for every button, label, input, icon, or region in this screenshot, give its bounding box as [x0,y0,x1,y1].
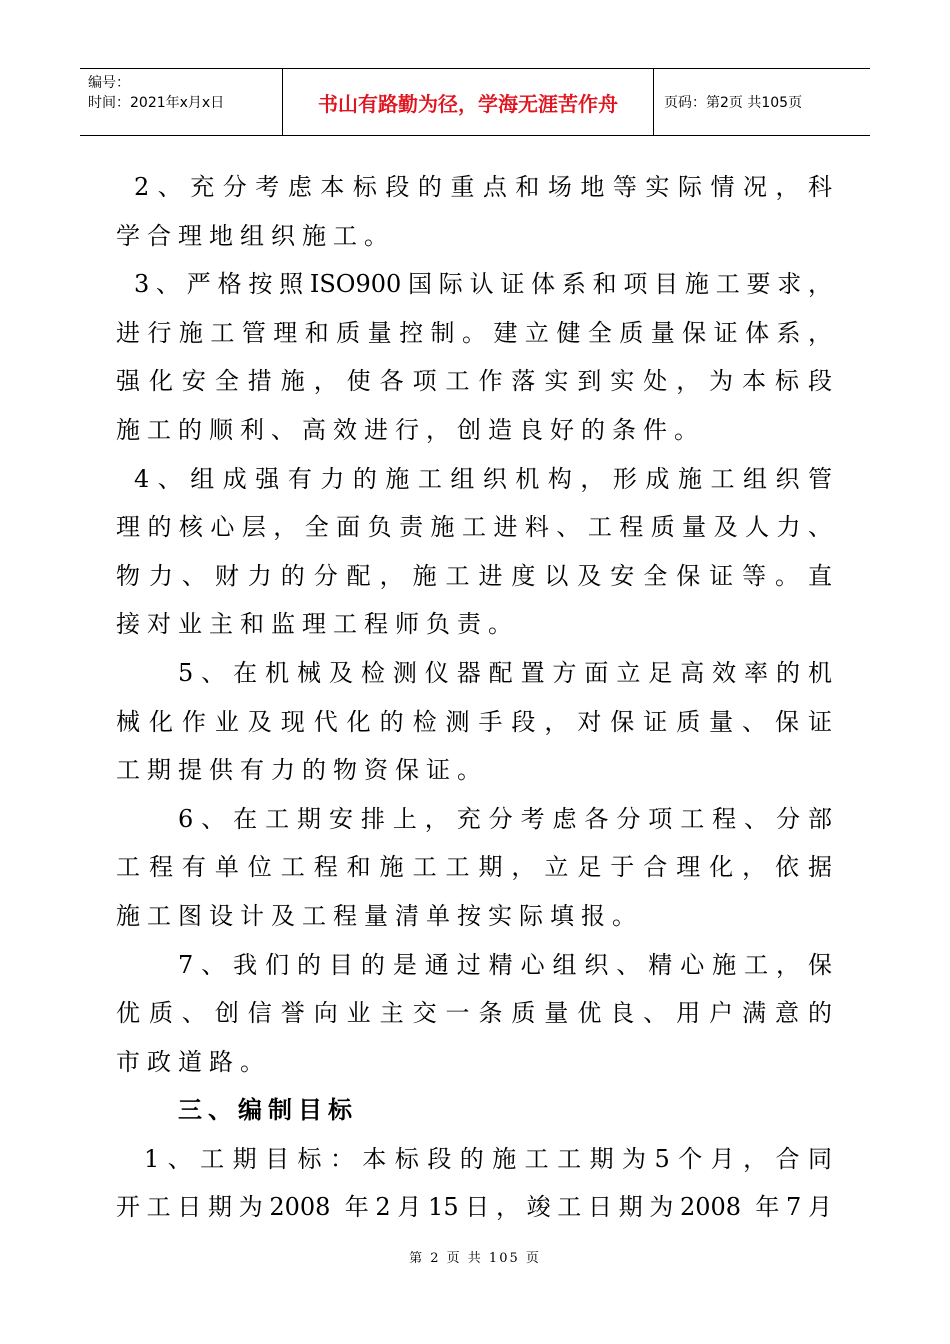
number-label: 编号： [88,75,130,91]
body-line: 优质、创信誉向业主交一条质量优良、用户满意的 [116,999,832,1028]
body-line: 开工日期为2008 年2月15日，竣工日期为2008 年7月 [116,1193,832,1222]
body-line: 5、在机械及检测仪器配置方面立足高效率的机 [178,658,832,687]
section-heading: 三、编制目标 [178,1096,358,1125]
body-line: 7、我们的目的是通过精心组织、精心施工，保 [178,950,832,979]
body-line: 进行施工管理和质量控制。建立健全质量保证体系， [116,318,832,347]
page-footer: 第 2 页 共 105 页 [409,1251,541,1266]
body-line: 械化作业及现代化的检测手段，对保证质量、保证 [116,707,832,736]
body-line: 学合理地组织施工。 [116,221,395,250]
page-header [80,68,870,136]
header-meta [80,69,282,135]
body-line: 1、工期目标：本标段的施工工期为5个月，合同 [144,1144,832,1173]
body-line: 4、组成强有力的施工组织机构，形成施工组织管 [134,464,832,493]
body-line: 强化安全措施，使各项工作落实到实处，为本标段 [116,367,832,396]
body-line: 工程有单位工程和施工工期，立足于合理化，依据 [116,853,832,882]
body-line: 工期提供有力的物资保证。 [116,756,488,785]
body-line: 6、在工期安排上，充分考虑各分项工程、分部 [178,804,832,833]
header-page-info: 页码：第2页 共105页 [664,95,803,111]
body-line: 3、严格按照ISO900国际认证体系和项目施工要求， [134,270,832,299]
body-line: 施工图设计及工程量清单按实际填报。 [116,901,643,930]
body-line: 物力、财力的分配，施工进度以及安全保证等。直 [116,561,832,590]
body-line: 市政道路。 [116,1047,271,1076]
header-motto: 书山有路勤为径，学海无涯苦作舟 [282,69,654,135]
date-label: 时间：2021年x月x日 [88,95,225,111]
body-line: 施工的顺利、高效进行，创造良好的条件。 [116,415,705,444]
document-body [116,163,832,1232]
body-line: 接对业主和监理工程师负责。 [116,610,519,639]
body-line: 理的核心层，全面负责施工进料、工程质量及人力、 [116,513,832,542]
body-line: 2、充分考虑本标段的重点和场地等实际情况，科 [134,173,832,201]
